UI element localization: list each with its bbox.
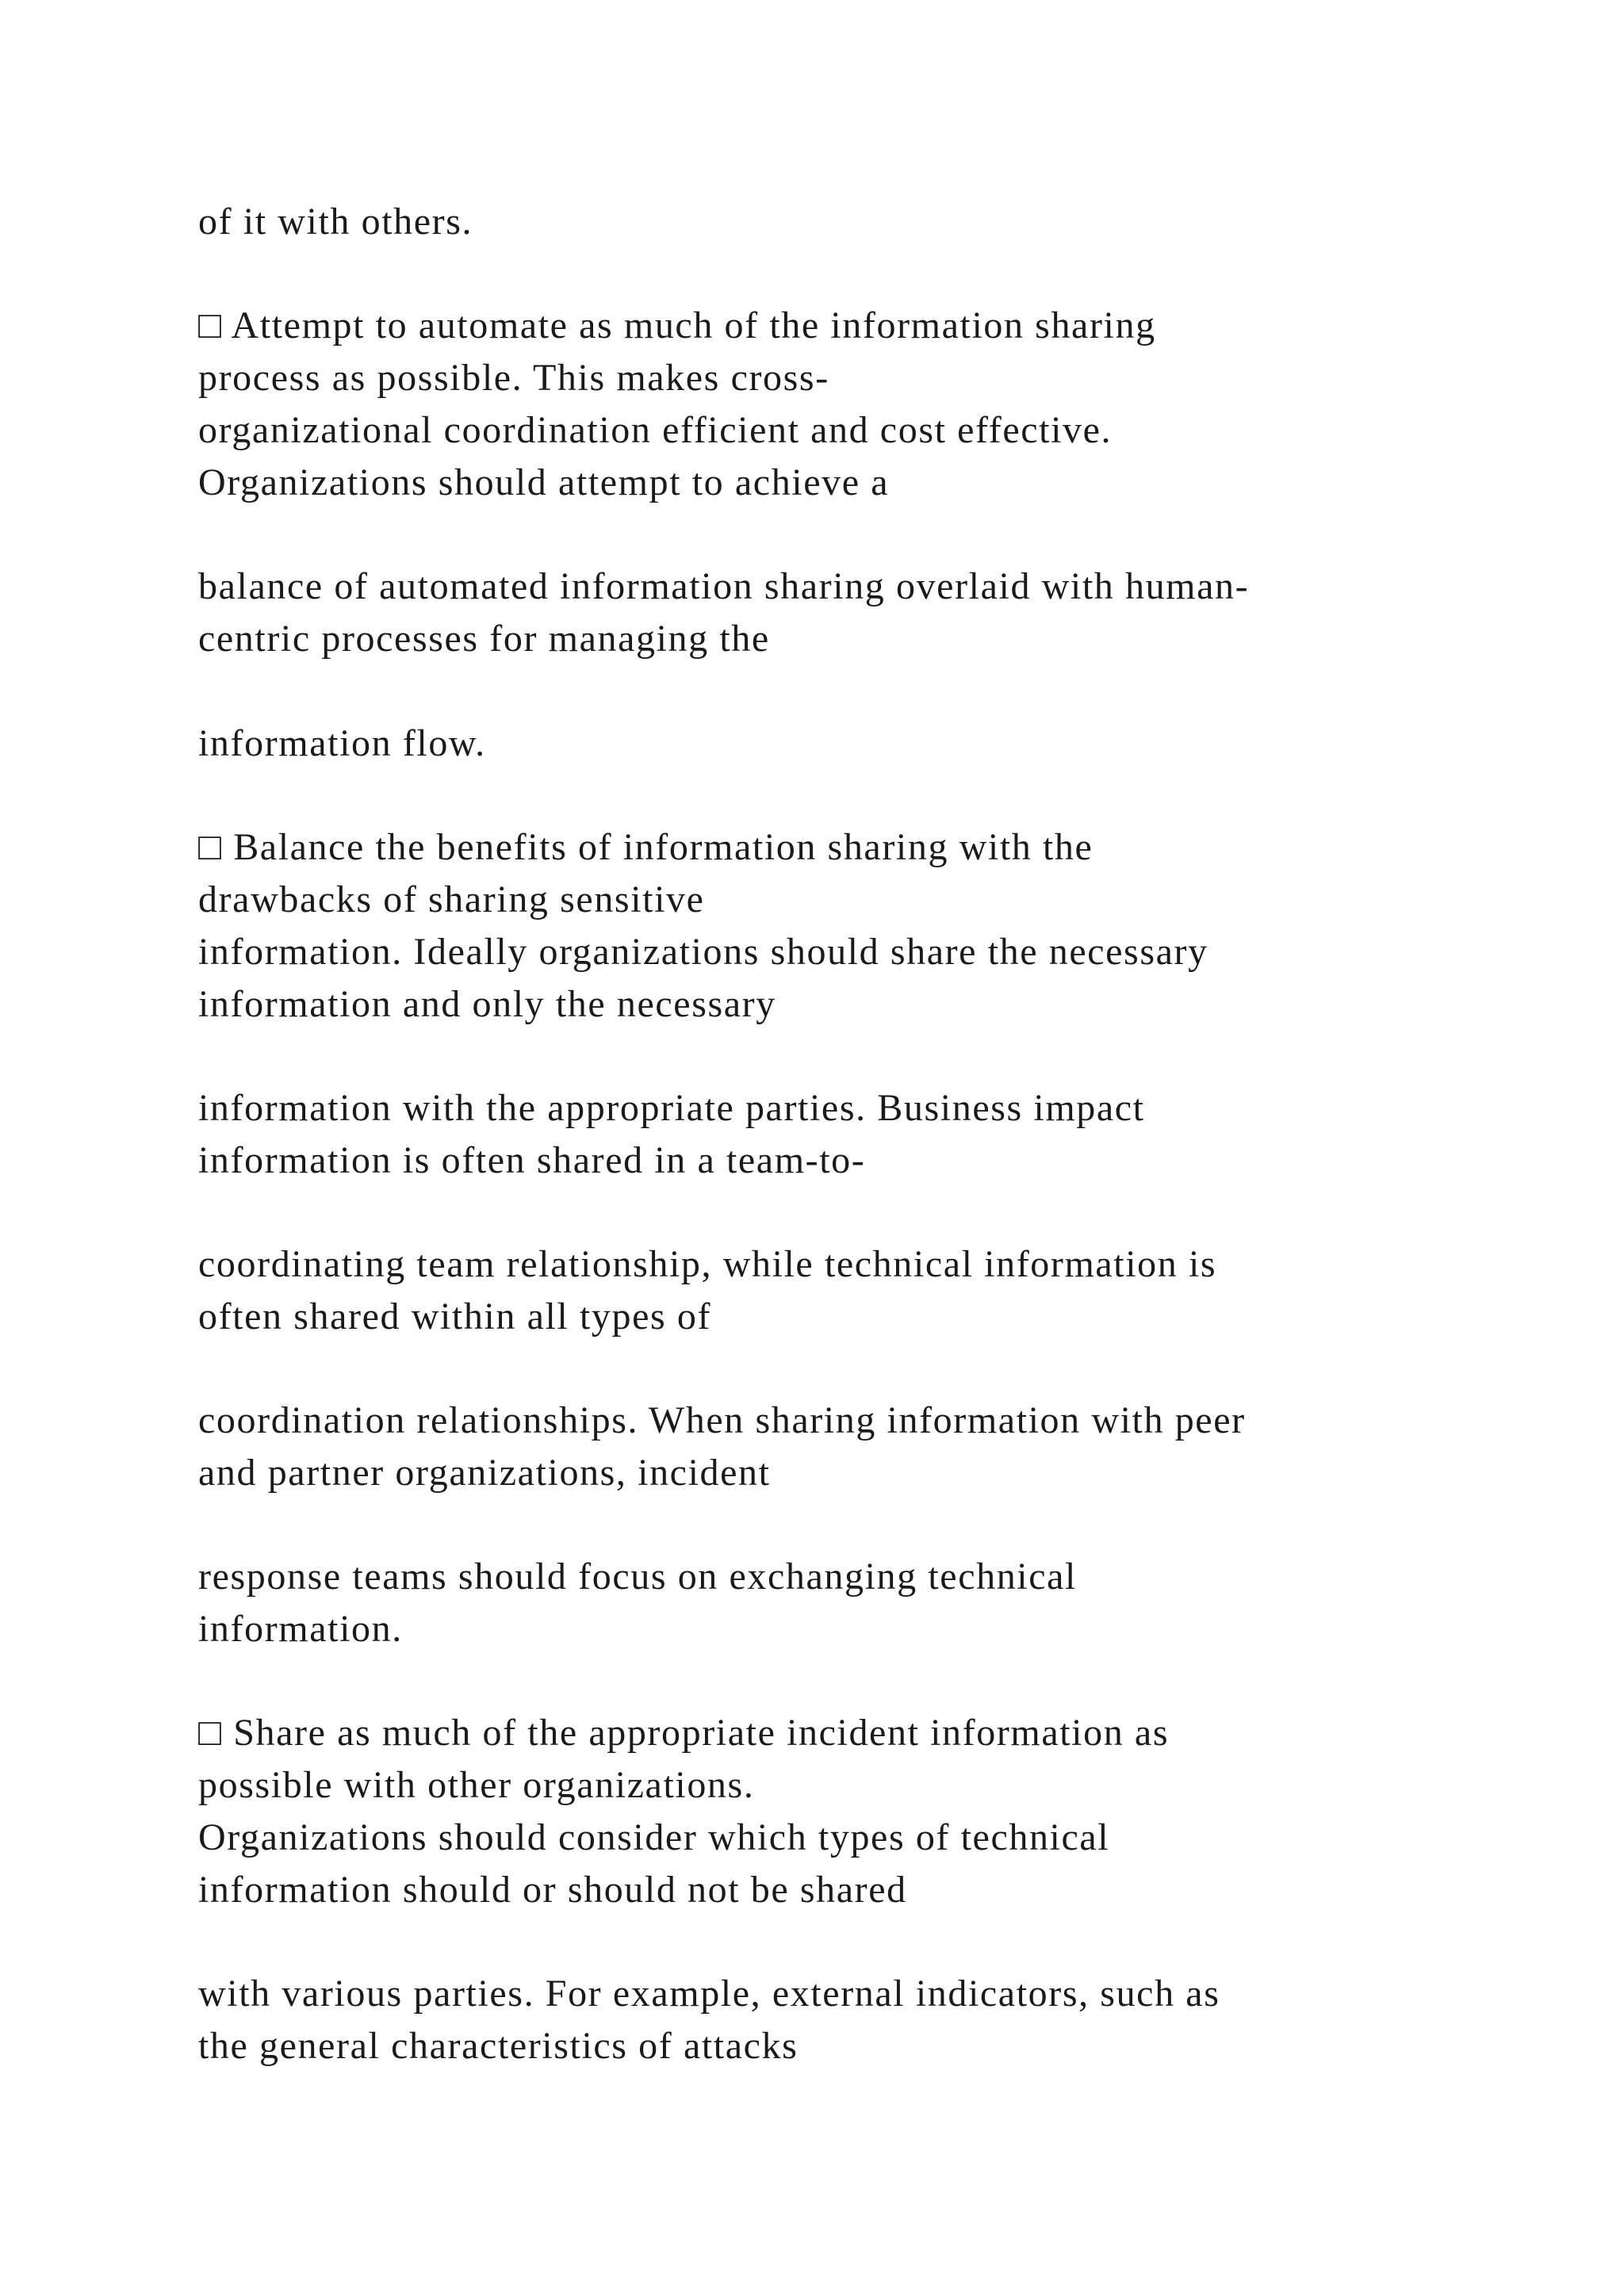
text-line: of it with others.	[198, 201, 473, 243]
text-line: response teams should focus on exchanging technical	[198, 1556, 1077, 1598]
text-line: centric processes for managing the	[198, 618, 770, 660]
text-line: with various parties. For example, external indicators, such as	[198, 1973, 1220, 2015]
text-line: coordination relationships. When sharing information with peer	[198, 1399, 1246, 1441]
text-line: information. Ideally organizations should share the necessary	[198, 931, 1208, 973]
text-line: often shared within all types of	[198, 1295, 712, 1337]
text-line: and partner organizations, incident	[198, 1452, 771, 1494]
bullet-item-share: □ Share as much of the appropriate incident information as	[198, 1712, 1170, 1754]
text-line: information with the appropriate parties. Business impact	[198, 1087, 1145, 1129]
text-line: drawbacks of sharing sensitive	[198, 878, 705, 920]
text-line: the general characteristics of attacks	[198, 2025, 799, 2067]
text-line: information flow.	[198, 722, 486, 764]
text-line: information should or should not be shared	[198, 1869, 907, 1911]
text-line: process as possible. This makes cross-	[198, 357, 829, 399]
text-line: balance of automated information sharing overlaid with human-	[198, 565, 1250, 607]
text-line: Organizations should consider which types of technical	[198, 1816, 1110, 1858]
text-line: organizational coordination efficient and cost effective.	[198, 409, 1113, 451]
text-line: information and only the necessary	[198, 983, 776, 1025]
text-line: possible with other organizations.	[198, 1764, 755, 1806]
text-line: information is often shared in a team-to-	[198, 1139, 866, 1181]
bullet-item-automate: □ Attempt to automate as much of the information sharing	[198, 304, 1156, 346]
text-line: information.	[198, 1608, 403, 1650]
text-line: coordinating team relationship, while technical information is	[198, 1243, 1217, 1285]
bullet-item-balance: □ Balance the benefits of information sharing with the	[198, 826, 1094, 868]
text-line: Organizations should attempt to achieve a	[198, 461, 890, 503]
